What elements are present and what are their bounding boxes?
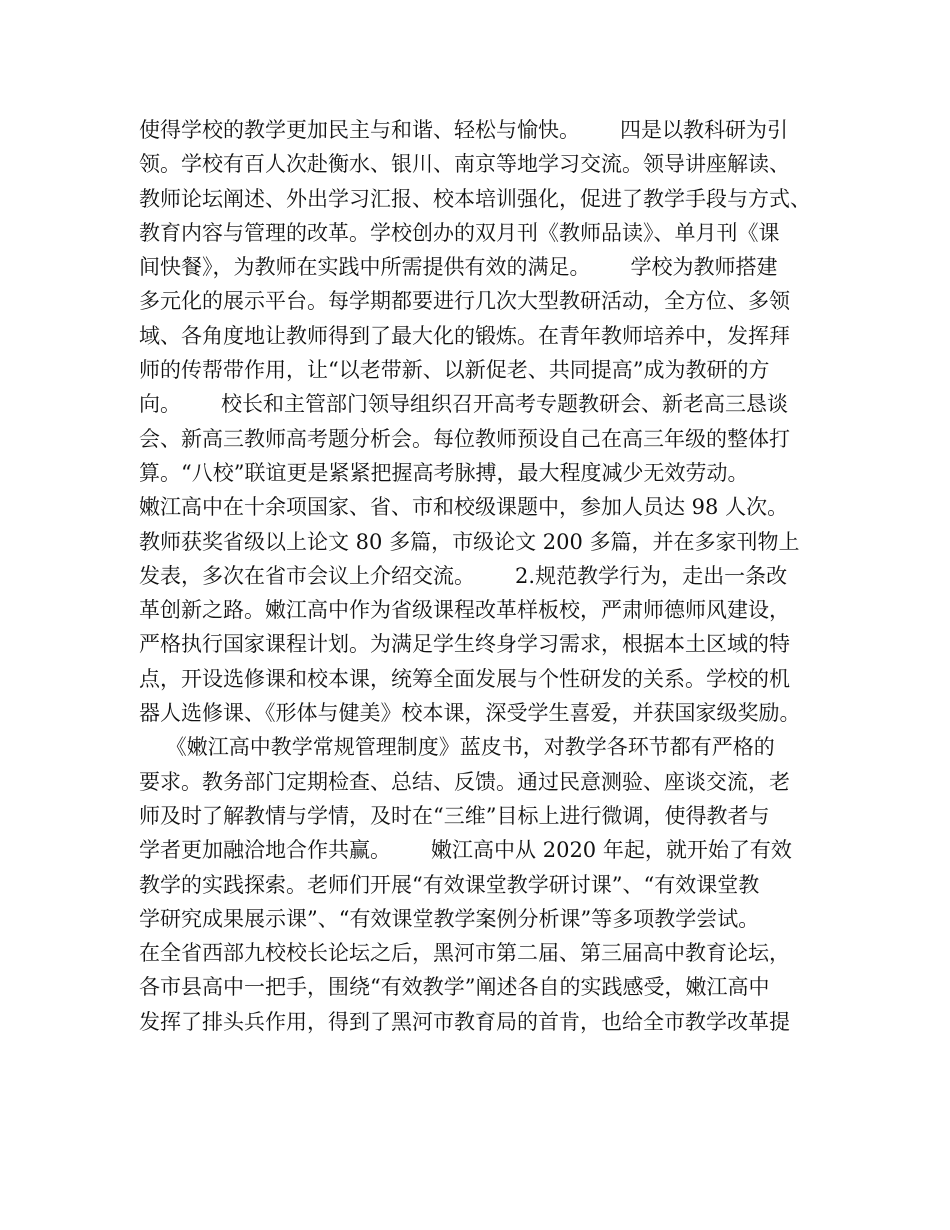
text-line: 在全省西部九校校长论坛之后，黑河市第二届、第三届高中教育论坛， — [139, 941, 790, 966]
text-line: 算。“八校”联谊更是紧紧把握高考脉搏，最大程度减少无效劳动。 — [139, 460, 749, 485]
text-line: 多元化的展示平台。每学期都要进行几次大型教研活动，全方位、多领 — [139, 289, 790, 314]
text-line: 间快餐》，为教师在实践中所需提供有效的满足。 学校为教师搭建 — [139, 255, 778, 280]
text-line: 教师获奖省级以上论文 80 多篇，市级论文 200 多篇，并在多家刊物上 — [139, 529, 800, 554]
text-line: 要求。教务部门定期检查、总结、反馈。通过民意测验、座谈交流，老 — [139, 769, 790, 794]
text-line: 革创新之路。嫩江高中作为省级课程改革样板校，严肃师德师风建设， — [139, 598, 790, 623]
text-line: 师的传帮带作用，让“以老带新、以新促老、共同提高”成为教研的方 — [139, 358, 770, 383]
text-line: 学研究成果展示课”、“有效课堂教学案例分析课”等多项教学尝试。 — [139, 906, 760, 931]
text-line: 教育内容与管理的改革。学校创办的双月刊《教师品读》、单月刊《课 — [139, 220, 780, 245]
text-line: 领。学校有百人次赴衡水、银川、南京等地学习交流。领导讲座解读、 — [139, 152, 790, 177]
text-line: 域、各角度地让教师得到了最大化的锻炼。在青年教师培养中，发挥拜 — [139, 323, 790, 348]
text-line: 学者更加融洽地合作共赢。 嫩江高中从 2020 年起，就开始了有效 — [139, 838, 792, 863]
text-line: 使得学校的教学更加民主与和谐、轻松与愉快。 四是以教科研为引 — [139, 118, 789, 142]
text-line: 发挥了排头兵作用，得到了黑河市教育局的首肯，也给全市教学改革提 — [139, 1009, 790, 1034]
text-line: 向。 校长和主管部门领导组织召开高考专题教研会、新老高三恳谈 — [139, 392, 789, 417]
text-line: 嫩江高中在十余项国家、省、市和校级课题中，参加人员达 98 人次。 — [139, 495, 789, 520]
text-line: 严格执行国家课程计划。为满足学生终身学习需求，根据本土区域的特 — [139, 632, 790, 657]
body-text — [139, 113, 829, 1039]
text-line: 《嫩江高中教学常规管理制度》蓝皮书，对教学各环节都有严格的 — [139, 735, 775, 760]
text-line: 会、新高三教师高考题分析会。每位教师预设自己在高三年级的整体打 — [139, 426, 790, 451]
text-line: 教师论坛阐述、外出学习汇报、校本培训强化，促进了教学手段与方式、 — [139, 186, 811, 211]
text-line: 师及时了解教情与学情，及时在“三维”目标上进行微调，使得教者与 — [139, 803, 770, 828]
text-line: 教学的实践探索。老师们开展“有效课堂教学研讨课”、“有效课堂教 — [139, 872, 760, 897]
text-line: 点，开设选修课和校本课，统筹全面发展与个性研发的关系。学校的机 — [139, 666, 790, 691]
text-line: 器人选修课、《形体与健美》校本课，深受学生喜爱，并获国家级奖励。 — [139, 701, 801, 726]
text-line: 各市县高中一把手，围绕“有效教学”阐述各自的实践感受，嫩江高中 — [139, 975, 770, 1000]
text-line: 发表，多次在省市会议上介绍交流。 2.规范教学行为，走出一条改 — [139, 563, 788, 588]
